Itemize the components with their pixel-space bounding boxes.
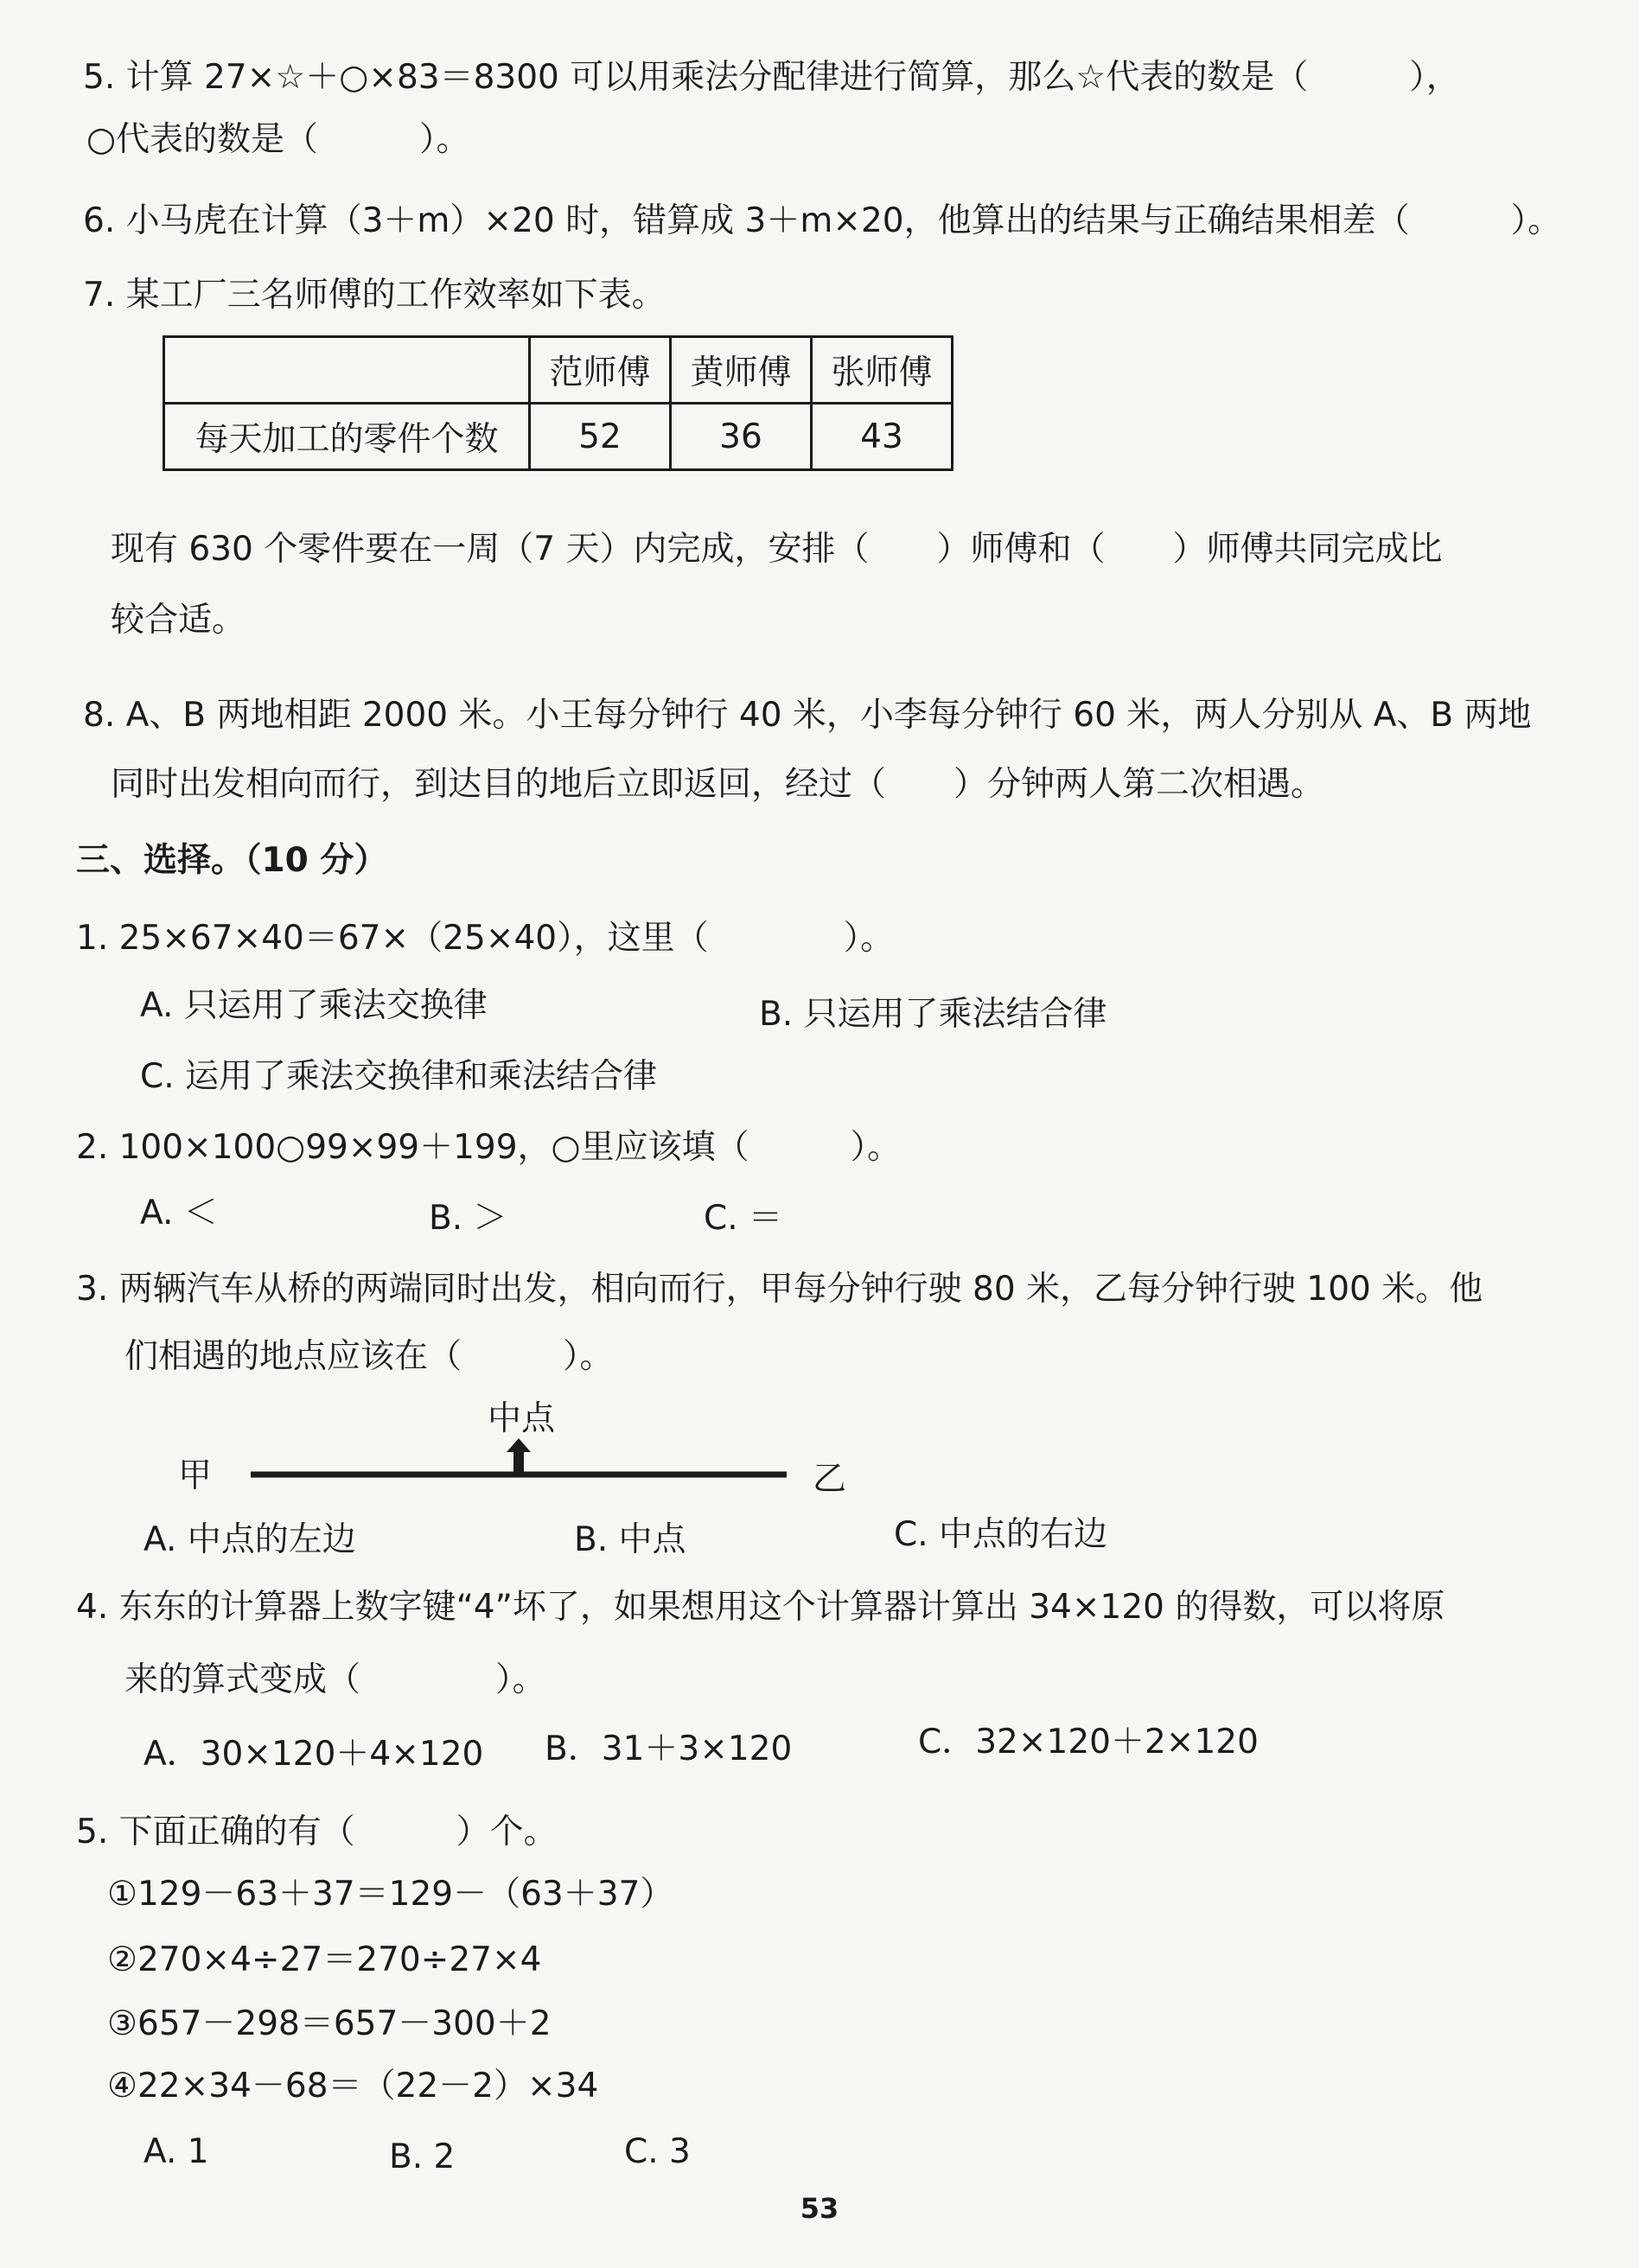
- c1-option-a: A. 只运用了乘法交换律: [140, 986, 488, 1025]
- c4-line1: 4. 东东的计算器上数字键“4”坏了，如果想用这个计算器计算出 34×120 的得数，可以将原: [76, 1588, 1445, 1627]
- section-title-choice: 三、选择。（10 分）: [76, 841, 388, 880]
- c5-item-4: ④22×34－68＝（22－2）×34: [107, 2067, 599, 2106]
- q8-line1: 8. A、B 两地相距 2000 米。小王每分钟行 40 米，小李每分钟行 60 米，两人分别从 A、B 两地: [83, 696, 1532, 735]
- efficiency-table: [163, 335, 953, 471]
- c2-option-a: A. ＜: [140, 1194, 218, 1233]
- q8-line2: 同时出发相向而行，到达目的地后立即返回，经过（ ）分钟两人第二次相遇。: [111, 765, 1325, 804]
- end-label-jia: 甲: [178, 1456, 213, 1495]
- c5-item-1: ①129－63＋37＝129－（63＋37）: [107, 1875, 674, 1914]
- c3-line2: 们相遇的地点应该在（ ）。: [124, 1337, 614, 1376]
- c5-stem: 5. 下面正确的有（ ）个。: [76, 1812, 558, 1851]
- q7-line2: 较合适。: [111, 601, 246, 640]
- c4-option-a: A．30×120＋4×120: [143, 1735, 484, 1774]
- q7-line1: 现有 630 个零件要在一周（7 天）内完成，安排（ ）师傅和（ ）师傅共同完成比: [111, 530, 1443, 569]
- table-row-label: 每天加工的零件个数: [164, 404, 530, 470]
- c2-stem: 2. 100×100○99×99＋199，○里应该填（ ）。: [76, 1128, 902, 1167]
- c3-option-c: C. 中点的右边: [894, 1515, 1108, 1554]
- c1-stem: 1. 25×67×40＝67×（25×40），这里（ ）。: [76, 919, 895, 958]
- page-number: 53: [800, 2192, 839, 2225]
- table-header-fan: 范师傅: [530, 337, 671, 404]
- c5-option-b: B. 2: [389, 2137, 456, 2176]
- c4-option-c: C．32×120＋2×120: [918, 1723, 1259, 1762]
- q5-line2: ○代表的数是（ ）。: [86, 120, 470, 159]
- q6-text: 6. 小马虎在计算（3＋m）×20 时，错算成 3＋m×20，他算出的结果与正确结果相差（ ）。: [83, 201, 1562, 240]
- table-value-fan: 52: [530, 404, 671, 470]
- table-header-zhang: 张师傅: [812, 337, 953, 404]
- c5-option-a: A. 1: [143, 2132, 209, 2171]
- q5-line1: 5. 计算 27×☆＋○×83＝8300 可以用乘法分配律进行简算，那么☆代表的数是（ ），: [83, 58, 1460, 97]
- c2-option-c: C. ＝: [704, 1199, 783, 1238]
- c3-option-b: B. 中点: [574, 1520, 686, 1559]
- midpoint-arrow-icon: [507, 1438, 531, 1475]
- c5-item-2: ②270×4÷27＝270÷27×4: [107, 1940, 542, 1979]
- table-value-zhang: 43: [812, 404, 953, 470]
- midpoint-label: 中点: [488, 1399, 556, 1438]
- end-label-yi: 乙: [813, 1460, 847, 1499]
- c1-option-b: B. 只运用了乘法结合律: [759, 995, 1107, 1034]
- c4-line2: 来的算式变成（ ）。: [124, 1660, 546, 1699]
- table-corner-cell: [164, 337, 530, 404]
- c5-option-c: C. 3: [624, 2132, 691, 2171]
- table-header-huang: 黄师傅: [671, 337, 812, 404]
- c4-option-b: B．31＋3×120: [545, 1730, 793, 1768]
- c2-option-b: B. ＞: [429, 1199, 507, 1238]
- q7-intro: 7. 某工厂三名师傅的工作效率如下表。: [83, 276, 666, 315]
- c5-item-3: ③657－298＝657－300＋2: [107, 2004, 552, 2043]
- c3-option-a: A. 中点的左边: [143, 1520, 356, 1559]
- c1-option-c: C. 运用了乘法交换律和乘法结合律: [140, 1057, 658, 1096]
- table-value-huang: 36: [671, 404, 812, 470]
- c3-line1: 3. 两辆汽车从桥的两端同时出发，相向而行，甲每分钟行驶 80 米，乙每分钟行驶 100 米。他: [76, 1270, 1483, 1309]
